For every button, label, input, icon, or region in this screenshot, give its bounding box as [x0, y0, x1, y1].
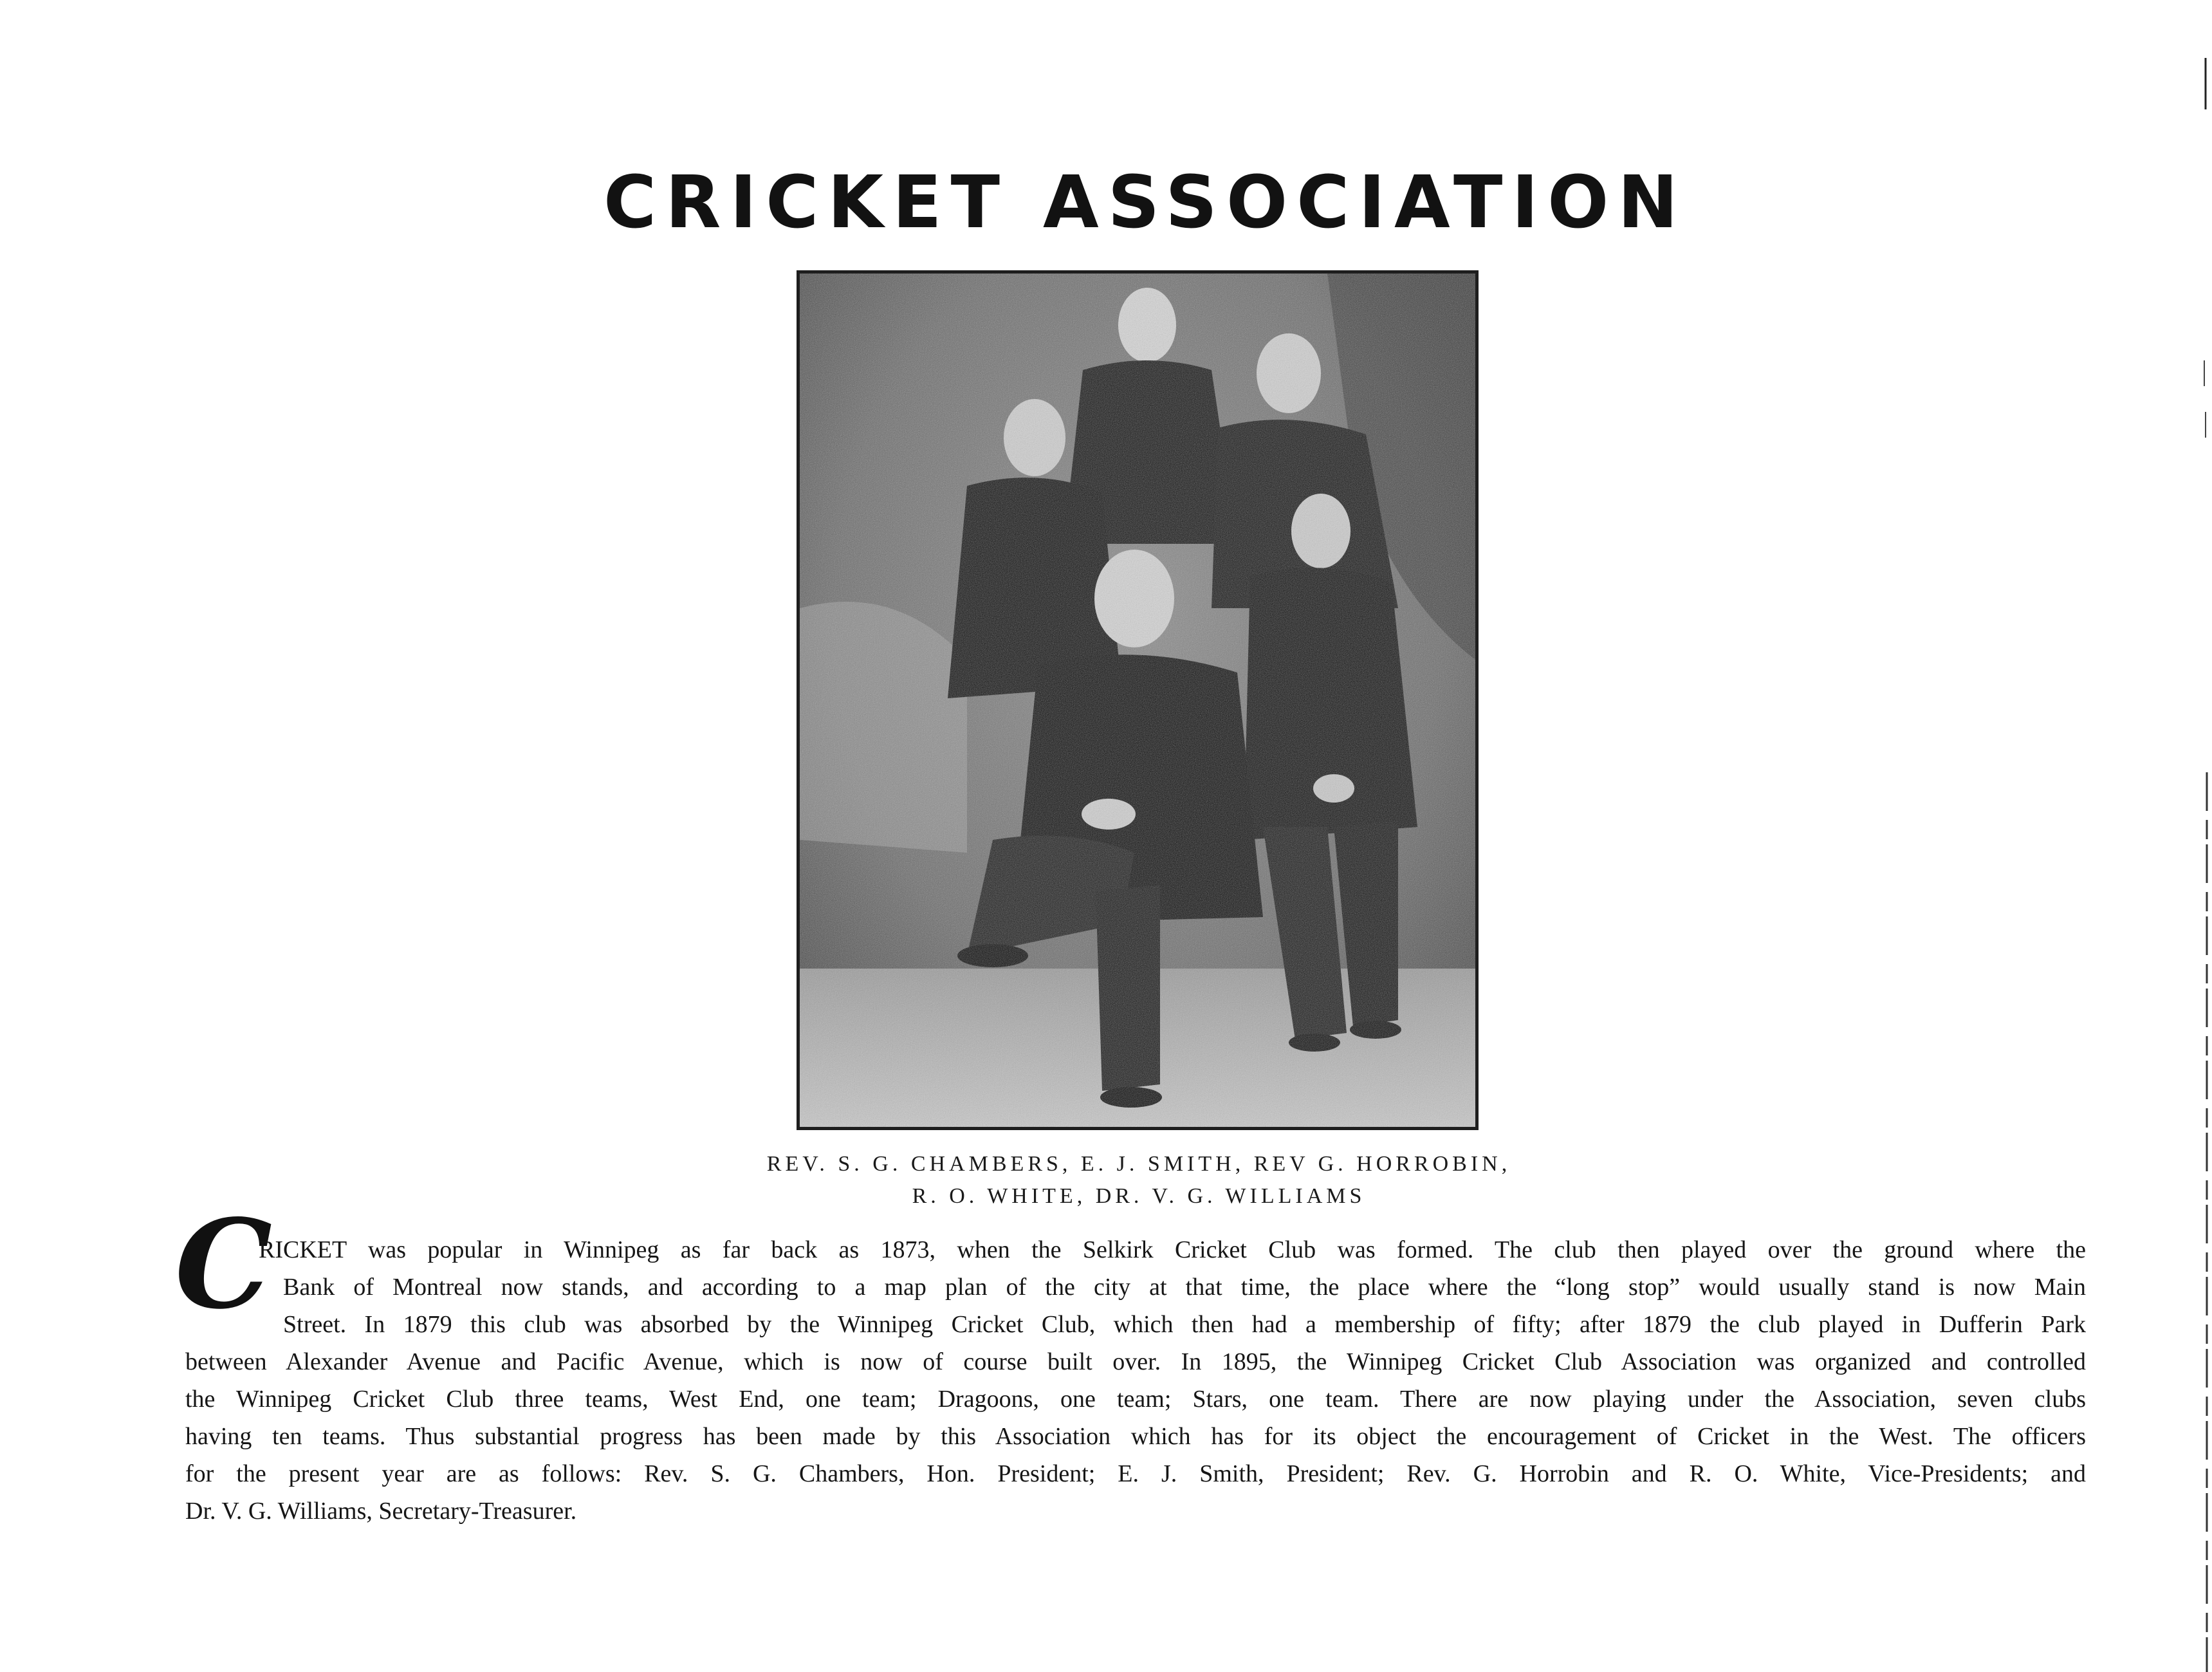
body-text-line: between Alexander Avenue and Pacific Avenue, which is now of course built over. In 1895, the Winnipeg Cricket Club Association was organized and controlled [185, 1348, 2086, 1375]
body-text-line: for the present year are as follows: Rev. S. G. Chambers, Hon. President; E. J. Smith, President; Rev. G. Horrobin and R. O. White, Vice-Presidents; and [185, 1460, 2086, 1487]
group-photo-image [800, 274, 1475, 1127]
photo-caption-line-1: REV. S. G. CHAMBERS, E. J. SMITH, REV G. HORROBIN, [766, 1152, 1511, 1176]
photo-caption-line-2: R. O. WHITE, DR. V. G. WILLIAMS [912, 1184, 1366, 1208]
drop-cap-letter: C [175, 1193, 273, 1336]
body-text-line: having ten teams. Thus substantial progress has been made by this Association which has for its object the encouragement of Cricket in the West. The officers [185, 1423, 2086, 1450]
body-text-line: RICKET was popular in Winnipeg as far back as 1873, when the Selkirk Cricket Club was formed. The club then played over the ground where the [259, 1236, 2086, 1263]
body-text-line: the Winnipeg Cricket Club three teams, West End, one team; Dragoons, one team; Stars, one team. There are now playing under the Association, seven clubs [185, 1386, 2086, 1413]
body-text-line: Dr. V. G. Williams, Secretary-Treasurer. [185, 1498, 577, 1525]
body-text-line: Street. In 1879 this club was absorbed by the Winnipeg Cricket Club, which then had a membership of fifty; after 1879 the club played in Dufferin Park [283, 1311, 2086, 1338]
body-text-line: Bank of Montreal now stands, and according to a map plan of the city at that time, the place where the “long stop” would usually stand is now Main [283, 1274, 2086, 1301]
scan-edge-marks [2199, 0, 2212, 1672]
group-photo [797, 270, 1479, 1130]
page-title: CRICKET ASSOCIATION [603, 161, 1688, 245]
